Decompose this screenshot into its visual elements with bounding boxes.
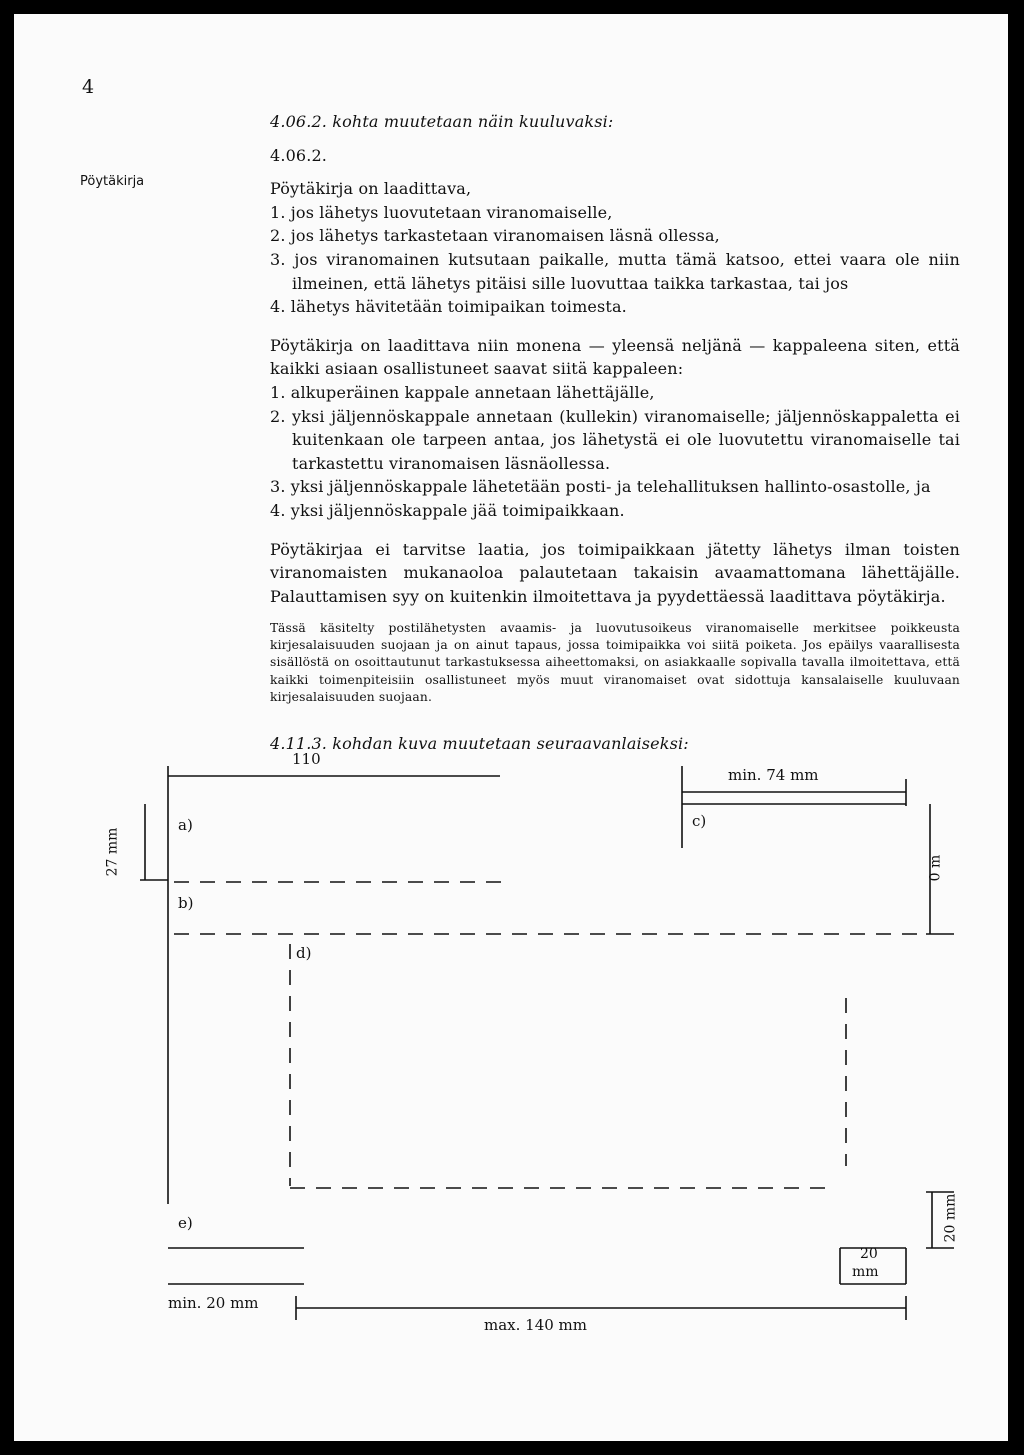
zone-label-a: a) — [178, 816, 193, 834]
dim-label-20-box-unit: mm — [852, 1264, 879, 1280]
list-item: 2. jos lähetys tarkastetaan viranomaisen läsnä ollessa, — [270, 226, 720, 246]
list-item: 4. yksi jäljennöskappale jää toimipaikkaan. — [270, 500, 625, 520]
dim-label-20-box-number: 20 — [860, 1246, 878, 1262]
dim-label-27mm: 27 mm — [104, 827, 121, 877]
list-item: 3. yksi jäljennöskappale lähetetään posti- ja telehallituksen hallinto-osastolle, ja — [270, 477, 931, 497]
list-item: 3. jos viranomainen kutsutaan paikalle, mutta tämä katsoo, ettei vaara ole niin ilmeinen, että lähetys pitäisi sille luovuttaa taikka tarkastaa, tai jos — [270, 249, 960, 293]
subsection-number: 4.06.2. — [270, 145, 328, 165]
dim-label-0m: 0 m — [927, 854, 944, 882]
list-item: 1. jos lähetys luovutetaan viranomaiselle, — [270, 202, 613, 222]
dim-label-110: 110 — [292, 750, 321, 768]
list-item: 2. yksi jäljennöskappale annetaan (kullekin) viranomaiselle; jäljennöskappaletta ei kuitenkaan ole tarpeen antaa, jos lähetystä ei ole luovutettu viranomaiselle tai tarkastettu viranomaisen läsnäollessa. — [270, 406, 960, 473]
zone-label-b: b) — [178, 894, 194, 912]
dim-label-max140: max. 140 mm — [484, 1316, 588, 1334]
section-heading: 4.11.3. kohdan kuva muutetaan seuraavanlaiseksi: — [270, 733, 689, 753]
dim-label-min20: min. 20 mm — [168, 1294, 259, 1312]
dim-label-min74: min. 74 mm — [728, 766, 819, 784]
margin-label: Pöytäkirja — [80, 174, 145, 189]
paragraph-intro: Pöytäkirja on laadittava, — [270, 179, 472, 199]
list-item: 1. alkuperäinen kappale annetaan lähettäjälle, — [270, 382, 655, 402]
diagram-lines — [14, 14, 1008, 1441]
zone-label-e: e) — [178, 1214, 193, 1232]
zone-label-d: d) — [296, 944, 312, 962]
dim-label-20mm-right: 20 mm — [942, 1193, 959, 1243]
list-item: 4. lähetys hävitetään toimipaikan toimesta. — [270, 297, 627, 317]
paragraph-intro: Pöytäkirja on laadittava niin monena — yleensä neljänä — kappaleena siten, että kaikki asiaan osallistuneet saavat siitä kappaleen: — [270, 335, 960, 379]
document-page — [14, 14, 1008, 1441]
paragraph: Pöytäkirjaa ei tarvitse laatia, jos toimipaikkaan jätetty lähetys ilman toisten viranomaisten mukanaoloa palautetaan takaisin avaamattomana lähettäjälle. Palauttamisen syy on kuitenkin ilmoitettava ja pyydettäessä laadittava pöytäkirja. — [270, 539, 960, 606]
page-number: 4 — [82, 76, 95, 98]
zone-label-c: c) — [692, 812, 707, 830]
footnote-paragraph: Tässä käsitelty postilähetysten avaamis- ja luovutusoikeus viranomaiselle merkitsee poikkeusta kirjesalaisuuden suojaan ja on ainut tapaus, jossa toimipaikka voi siitä poiketa. Jos epäilys vaarallisesta sisällöstä on osoittautunut tarkastuksessa aiheettomaksi, on asiakkaalle sopivalla tavalla ilmoitettava, että kaikki toimenpiteisiin osallistuneet myös muut viranomaiset ovat sidottuja kansalaiselle kuuluvaan kirjesalaisuuden suojaan. — [270, 621, 960, 704]
section-heading: 4.06.2. kohta muutetaan näin kuuluvaksi: — [270, 112, 614, 131]
envelope-diagram — [14, 14, 1008, 1441]
